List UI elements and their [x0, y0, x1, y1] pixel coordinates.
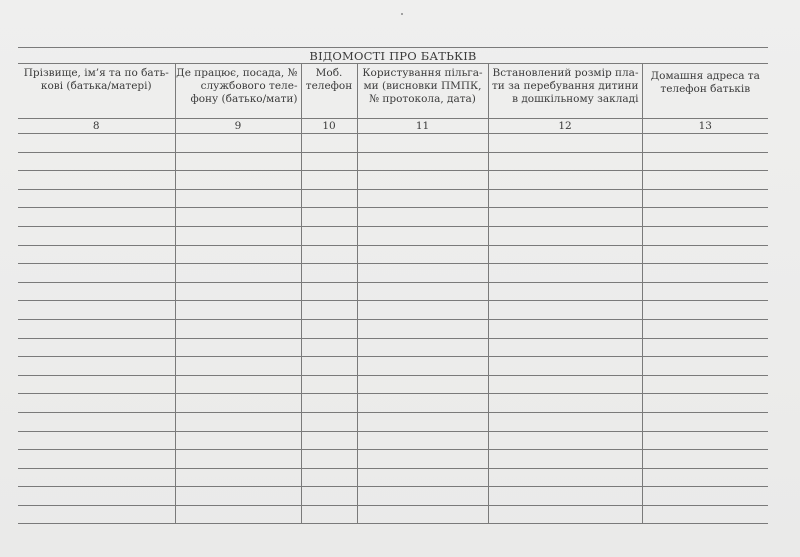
table-cell[interactable] [301, 152, 357, 171]
table-cell[interactable] [642, 450, 768, 469]
table-cell[interactable] [642, 264, 768, 283]
table-cell[interactable] [175, 505, 301, 524]
table-cell[interactable] [488, 338, 642, 357]
table-cell[interactable] [18, 319, 175, 338]
table-row [18, 208, 768, 227]
table-cell[interactable] [357, 338, 488, 357]
table-cell[interactable] [642, 487, 768, 506]
table-cell[interactable] [488, 375, 642, 394]
table-cell[interactable] [18, 487, 175, 506]
table-row [18, 301, 768, 320]
header-row [18, 64, 768, 119]
table-row [18, 282, 768, 301]
column-header-home-address: Домашня адреса та телефон батьків [642, 64, 768, 119]
column-number: 8 [18, 119, 175, 134]
table-cell[interactable] [642, 412, 768, 431]
table-cell[interactable] [488, 134, 642, 153]
table-cell[interactable] [18, 468, 175, 487]
table-cell[interactable] [488, 208, 642, 227]
table-cell[interactable] [18, 338, 175, 357]
table-cell[interactable] [357, 134, 488, 153]
table-cell[interactable] [357, 412, 488, 431]
table-cell[interactable] [488, 189, 642, 208]
table-cell[interactable] [642, 226, 768, 245]
table-cell[interactable] [301, 468, 357, 487]
table-cell[interactable] [18, 208, 175, 227]
column-number: 10 [301, 119, 357, 134]
table-row [18, 450, 768, 469]
table-cell[interactable] [175, 301, 301, 320]
table-cell[interactable] [18, 245, 175, 264]
table-cell[interactable] [357, 245, 488, 264]
table-cell[interactable] [175, 431, 301, 450]
table-row [18, 245, 768, 264]
table-row [18, 375, 768, 394]
table-cell[interactable] [301, 487, 357, 506]
column-number: 12 [488, 119, 642, 134]
table-cell[interactable] [642, 375, 768, 394]
table-cell[interactable] [642, 171, 768, 190]
table-cell[interactable] [18, 505, 175, 524]
table-cell[interactable] [175, 450, 301, 469]
table-cell[interactable] [175, 208, 301, 227]
table-cell[interactable] [175, 394, 301, 413]
punch-mark [401, 13, 403, 15]
table-row [18, 505, 768, 524]
table-cell[interactable] [175, 189, 301, 208]
table-row [18, 431, 768, 450]
table-cell[interactable] [175, 319, 301, 338]
table-cell[interactable] [357, 226, 488, 245]
table-cell[interactable] [642, 301, 768, 320]
table-cell[interactable] [357, 431, 488, 450]
table-cell[interactable] [642, 505, 768, 524]
table-cell[interactable] [488, 431, 642, 450]
table-cell[interactable] [301, 394, 357, 413]
table-cell[interactable] [18, 152, 175, 171]
table-cell[interactable] [357, 375, 488, 394]
table-cell[interactable] [175, 338, 301, 357]
column-header-workplace: Де працює, посада, № службового теле-фону (батько/мати) [175, 64, 301, 119]
table-cell[interactable] [357, 282, 488, 301]
table-cell[interactable] [301, 338, 357, 357]
table-cell[interactable] [488, 319, 642, 338]
table-cell[interactable] [642, 152, 768, 171]
table-cell[interactable] [357, 301, 488, 320]
table-cell[interactable] [488, 357, 642, 376]
table-cell[interactable] [488, 282, 642, 301]
table-cell[interactable] [357, 505, 488, 524]
table-cell[interactable] [357, 319, 488, 338]
table-cell[interactable] [642, 338, 768, 357]
table-cell[interactable] [301, 245, 357, 264]
table-cell[interactable] [301, 357, 357, 376]
table-cell[interactable] [488, 245, 642, 264]
table-row [18, 189, 768, 208]
table-cell[interactable] [357, 208, 488, 227]
table-cell[interactable] [175, 152, 301, 171]
table-row [18, 357, 768, 376]
table-row [18, 226, 768, 245]
table-cell[interactable] [18, 134, 175, 153]
table-cell[interactable] [642, 357, 768, 376]
table-cell[interactable] [18, 301, 175, 320]
table-cell[interactable] [301, 431, 357, 450]
table-cell[interactable] [301, 208, 357, 227]
table-cell[interactable] [18, 171, 175, 190]
table-cell[interactable] [642, 134, 768, 153]
table-row [18, 152, 768, 171]
table-cell[interactable] [175, 487, 301, 506]
table-cell[interactable] [18, 226, 175, 245]
table-cell[interactable] [488, 264, 642, 283]
column-number: 9 [175, 119, 301, 134]
column-header-benefits: Користування пільга-ми (висновки ПМПК, № протокола, дата) [357, 64, 488, 119]
table-cell[interactable] [301, 412, 357, 431]
table-row [18, 319, 768, 338]
table-cell[interactable] [301, 505, 357, 524]
table-title-row [18, 48, 768, 64]
table-cell[interactable] [488, 505, 642, 524]
table-cell[interactable] [488, 152, 642, 171]
table-cell[interactable] [642, 208, 768, 227]
table-cell[interactable] [301, 282, 357, 301]
table-row [18, 468, 768, 487]
table-cell[interactable] [642, 468, 768, 487]
table-cell[interactable] [301, 319, 357, 338]
column-header-fee-amount: Встановлений розмір пла-ти за перебування дитини в дошкільному закладі [488, 64, 642, 119]
table-cell[interactable] [18, 357, 175, 376]
table-cell[interactable] [357, 450, 488, 469]
table-cell[interactable] [488, 171, 642, 190]
table-cell[interactable] [18, 412, 175, 431]
table-cell[interactable] [301, 226, 357, 245]
table-cell[interactable] [488, 450, 642, 469]
table-cell[interactable] [301, 450, 357, 469]
table-cell[interactable] [488, 487, 642, 506]
table-cell[interactable] [175, 357, 301, 376]
table-cell[interactable] [642, 282, 768, 301]
table-cell[interactable] [357, 468, 488, 487]
table-cell[interactable] [642, 431, 768, 450]
table-cell[interactable] [357, 394, 488, 413]
table-cell[interactable] [301, 189, 357, 208]
table-cell[interactable] [301, 171, 357, 190]
table-row [18, 134, 768, 153]
column-header-parent-name: Прізвище, ім’я та по бать-ковi (батька/матері) [18, 64, 175, 119]
table-cell[interactable] [357, 357, 488, 376]
table-cell[interactable] [488, 226, 642, 245]
table-cell[interactable] [18, 450, 175, 469]
table-row [18, 394, 768, 413]
table-cell[interactable] [488, 394, 642, 413]
table-cell[interactable] [488, 412, 642, 431]
parents-info-table [18, 47, 768, 524]
table-cell[interactable] [301, 134, 357, 153]
table-cell[interactable] [18, 394, 175, 413]
column-number: 13 [642, 119, 768, 134]
table-cell[interactable] [301, 301, 357, 320]
table-cell[interactable] [357, 171, 488, 190]
table-cell[interactable] [18, 375, 175, 394]
table-cell[interactable] [18, 189, 175, 208]
table-cell[interactable] [642, 189, 768, 208]
table-title: ВІДОМОСТІ ПРО БАТЬКІВ [18, 48, 768, 64]
table-cell[interactable] [175, 375, 301, 394]
table-cell[interactable] [18, 282, 175, 301]
table-cell[interactable] [488, 468, 642, 487]
table-cell[interactable] [18, 431, 175, 450]
column-header-mobile-phone: Моб. телефон [301, 64, 357, 119]
table-row [18, 264, 768, 283]
table-cell[interactable] [488, 301, 642, 320]
table-cell[interactable] [175, 226, 301, 245]
table-cell[interactable] [175, 134, 301, 153]
table-cell[interactable] [175, 245, 301, 264]
table-body [18, 134, 768, 524]
table-row [18, 412, 768, 431]
table-cell[interactable] [357, 189, 488, 208]
table-cell[interactable] [642, 319, 768, 338]
table-cell[interactable] [175, 264, 301, 283]
table-cell[interactable] [301, 375, 357, 394]
table-cell[interactable] [175, 412, 301, 431]
table-cell[interactable] [642, 394, 768, 413]
table-cell[interactable] [18, 264, 175, 283]
table-row [18, 171, 768, 190]
table-row [18, 487, 768, 506]
table-cell[interactable] [301, 264, 357, 283]
table-cell[interactable] [357, 264, 488, 283]
table-cell[interactable] [642, 245, 768, 264]
table-cell[interactable] [357, 487, 488, 506]
column-number-row [18, 119, 768, 134]
table-cell[interactable] [175, 468, 301, 487]
table-cell[interactable] [175, 171, 301, 190]
table-cell[interactable] [175, 282, 301, 301]
table-row [18, 338, 768, 357]
column-number: 11 [357, 119, 488, 134]
table-cell[interactable] [357, 152, 488, 171]
